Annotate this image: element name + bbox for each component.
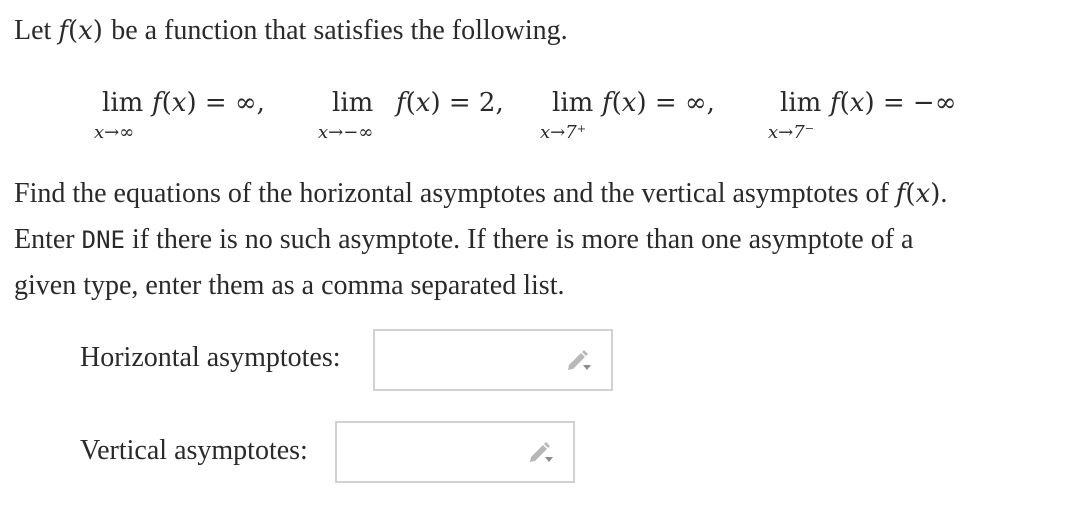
vertical-asymptotes-label: Vertical asymptotes: [80, 435, 308, 466]
pencil-dropdown-icon[interactable] [565, 349, 593, 371]
question-var: x [915, 179, 931, 209]
horizontal-asymptotes-input[interactable] [373, 329, 613, 391]
limit-2-approach: x→−∞ [318, 122, 374, 143]
limit-1-var: x [171, 88, 187, 118]
vertical-asymptotes-input[interactable] [335, 421, 575, 483]
limit-1-rhs: = ∞, [204, 88, 265, 118]
limit-2-func: f [396, 88, 406, 118]
intro-let: Let [14, 15, 52, 46]
question-func: f [895, 179, 906, 209]
limit-3-lim: lim [552, 88, 594, 118]
limit-3-approach: x→7⁺ [540, 122, 587, 143]
intro-paren-close: ) [92, 16, 103, 46]
horizontal-asymptotes-label: Horizontal asymptotes: [80, 342, 341, 373]
limit-1-lim: lim [102, 88, 144, 118]
intro-paren-open: ( [67, 16, 79, 46]
limit-2-rhs: = 2, [448, 88, 504, 118]
limit-3-func: f [602, 88, 612, 118]
limit-1-func: f [152, 88, 162, 118]
limit-2-expr: f(x) = 2, [396, 88, 504, 118]
limit-3-expr: f(x) = ∞, [602, 88, 715, 118]
limit-4-var: x [849, 88, 865, 118]
limit-4-approach: x→7⁻ [768, 122, 815, 143]
intro-func: f [58, 16, 68, 46]
question-line-1-end: . [940, 178, 948, 209]
limit-4-rhs: = −∞ [882, 88, 957, 118]
dne-code: DNE [81, 226, 125, 254]
question-text [14, 170, 1054, 309]
intro-var: x [78, 16, 93, 46]
limits-row [0, 86, 1070, 156]
question-line-2-text: if there is no such asymptote. If there is more than one asymptote of a [132, 224, 914, 255]
intro-rest: be a function that satisfies the following. [111, 15, 568, 46]
limit-1-approach: x→∞ [94, 122, 135, 143]
pencil-dropdown-icon[interactable] [527, 441, 555, 463]
limit-2-lim: lim [332, 88, 374, 118]
limit-4-expr: f(x) = −∞ [830, 88, 957, 118]
limit-4-lim: lim [780, 88, 822, 118]
limit-3-var: x [621, 88, 637, 118]
question-line-2-enter: Enter [14, 224, 75, 255]
question-line-2 [14, 217, 1054, 263]
limit-2-var: x [415, 88, 431, 118]
question-line-1: Find the equations of the horizontal asymptotes and the vertical asymptotes of f(x). [14, 178, 948, 209]
intro-text [14, 12, 568, 50]
limit-4-func: f [830, 88, 840, 118]
question-line-1-text: Find the equations of the horizontal asymptotes and the vertical asymptotes of [14, 178, 889, 209]
limit-1-expr: f(x) = ∞, [152, 88, 265, 118]
question-line-3: given type, enter them as a comma separated list. [14, 270, 565, 301]
limit-3-rhs: = ∞, [654, 88, 715, 118]
